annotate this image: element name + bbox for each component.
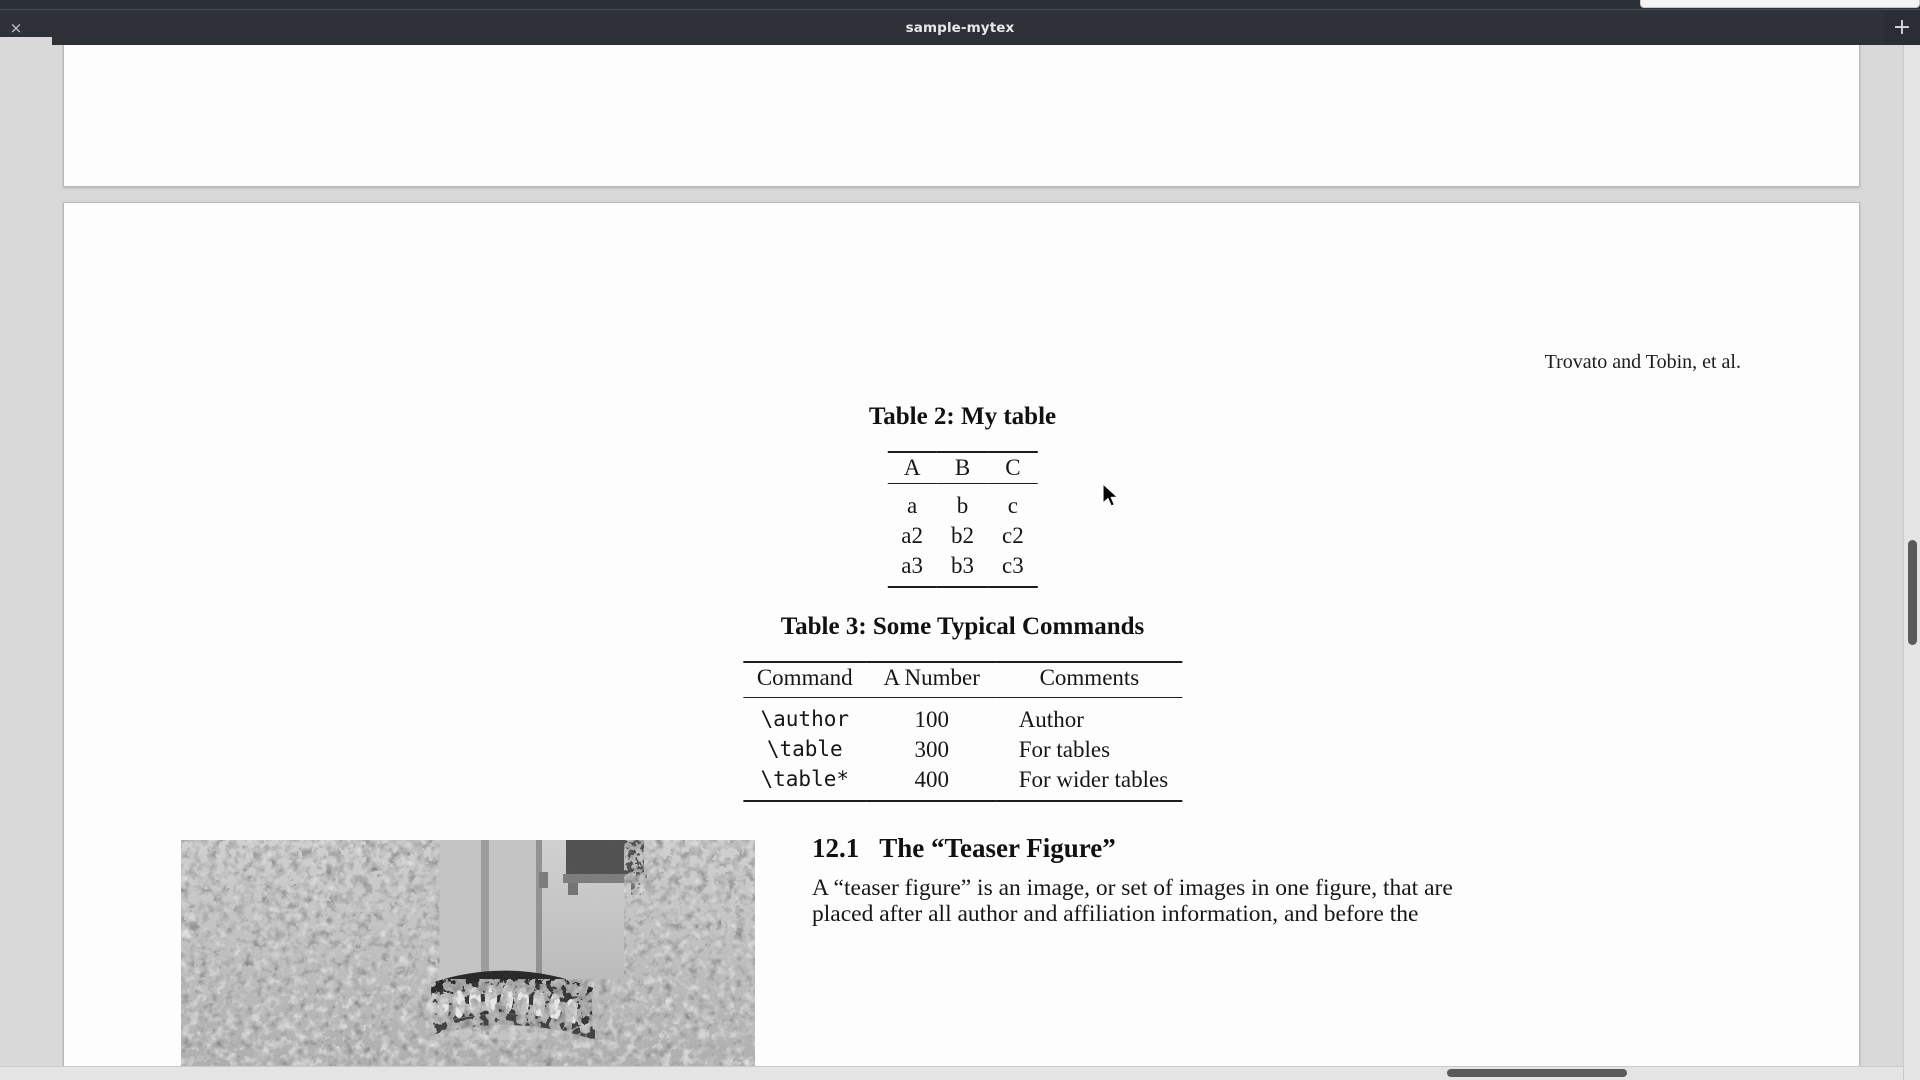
table2-cell: c3 <box>988 551 1038 587</box>
running-header: Trovato and Tobin, et al. <box>1544 351 1741 373</box>
close-icon[interactable]: × <box>9 18 23 37</box>
table3-cell-number: 400 <box>867 765 997 801</box>
table3-cell-comment: Author <box>1018 706 1084 732</box>
body-paragraph <box>812 875 1453 928</box>
table3-cell-comment: For tables <box>1018 736 1111 762</box>
table-row <box>887 551 1037 587</box>
tab-title: sample-mytex <box>905 20 1015 36</box>
table2-header-c: C <box>988 452 1038 483</box>
pdf-page-previous <box>63 45 1860 187</box>
horizontal-scrollbar[interactable] <box>0 1066 1903 1080</box>
table-row <box>887 483 1037 520</box>
paragraph-line: placed after all author and affiliation information, and before the <box>812 901 1419 928</box>
table-header-row <box>887 452 1037 483</box>
background-toolbar-fragment <box>1640 0 1920 8</box>
tab-bar <box>0 9 1920 45</box>
table3-header-number: A Number <box>867 662 997 697</box>
table2-cell: a <box>907 492 918 518</box>
vertical-scrollbar[interactable] <box>1903 45 1920 1080</box>
table2-header-b: B <box>937 452 988 483</box>
table3-cell-command: \table <box>766 737 843 762</box>
table-row <box>743 765 1182 801</box>
paragraph-line: A “teaser figure” is an image, or set of images in one figure, that are <box>812 875 1453 901</box>
table2-cell: b3 <box>937 551 988 587</box>
table2 <box>887 451 1037 588</box>
table2-header-a: A <box>887 452 937 483</box>
table2-cell: b <box>956 492 969 518</box>
table3-header-command: Command <box>743 662 867 697</box>
pdf-viewer[interactable] <box>0 45 1920 1080</box>
table-row <box>887 521 1037 551</box>
table3-cell-number: 300 <box>914 736 949 762</box>
table3-cell-comment: For wider tables <box>997 765 1182 801</box>
table-row <box>743 697 1182 734</box>
table-row <box>743 735 1182 765</box>
background-strip <box>0 0 1920 9</box>
section-heading <box>812 833 1116 864</box>
table3-header-comments: Comments <box>997 662 1182 697</box>
table2-cell: c <box>1007 492 1018 518</box>
table3-cell-command: \author <box>760 707 850 732</box>
pdf-page-current <box>63 202 1860 1080</box>
table3-caption: Table 3: Some Typical Commands <box>780 613 1145 640</box>
active-tab-indicator <box>0 37 52 45</box>
paper-content <box>64 203 1861 1080</box>
horizontal-scrollbar-thumb[interactable] <box>1447 1069 1627 1077</box>
table3 <box>743 661 1182 802</box>
table3-cell-command: \table* <box>743 765 867 801</box>
section-title: The “Teaser Figure” <box>879 833 1116 863</box>
table2-cell: a3 <box>887 551 937 587</box>
table-header-row <box>743 662 1182 697</box>
table2-caption: Table 2: My table <box>868 403 1057 430</box>
new-tab-button[interactable]: + <box>1884 10 1920 46</box>
table3-cell-number: 100 <box>914 706 949 732</box>
section-number: 12.1 <box>812 833 860 863</box>
table2-cell: b2 <box>951 522 974 548</box>
table2-cell: c2 <box>1002 522 1024 548</box>
table2-cell: a2 <box>901 522 923 548</box>
teaser-figure-image <box>181 840 755 1080</box>
vertical-scrollbar-thumb[interactable] <box>1908 540 1917 645</box>
